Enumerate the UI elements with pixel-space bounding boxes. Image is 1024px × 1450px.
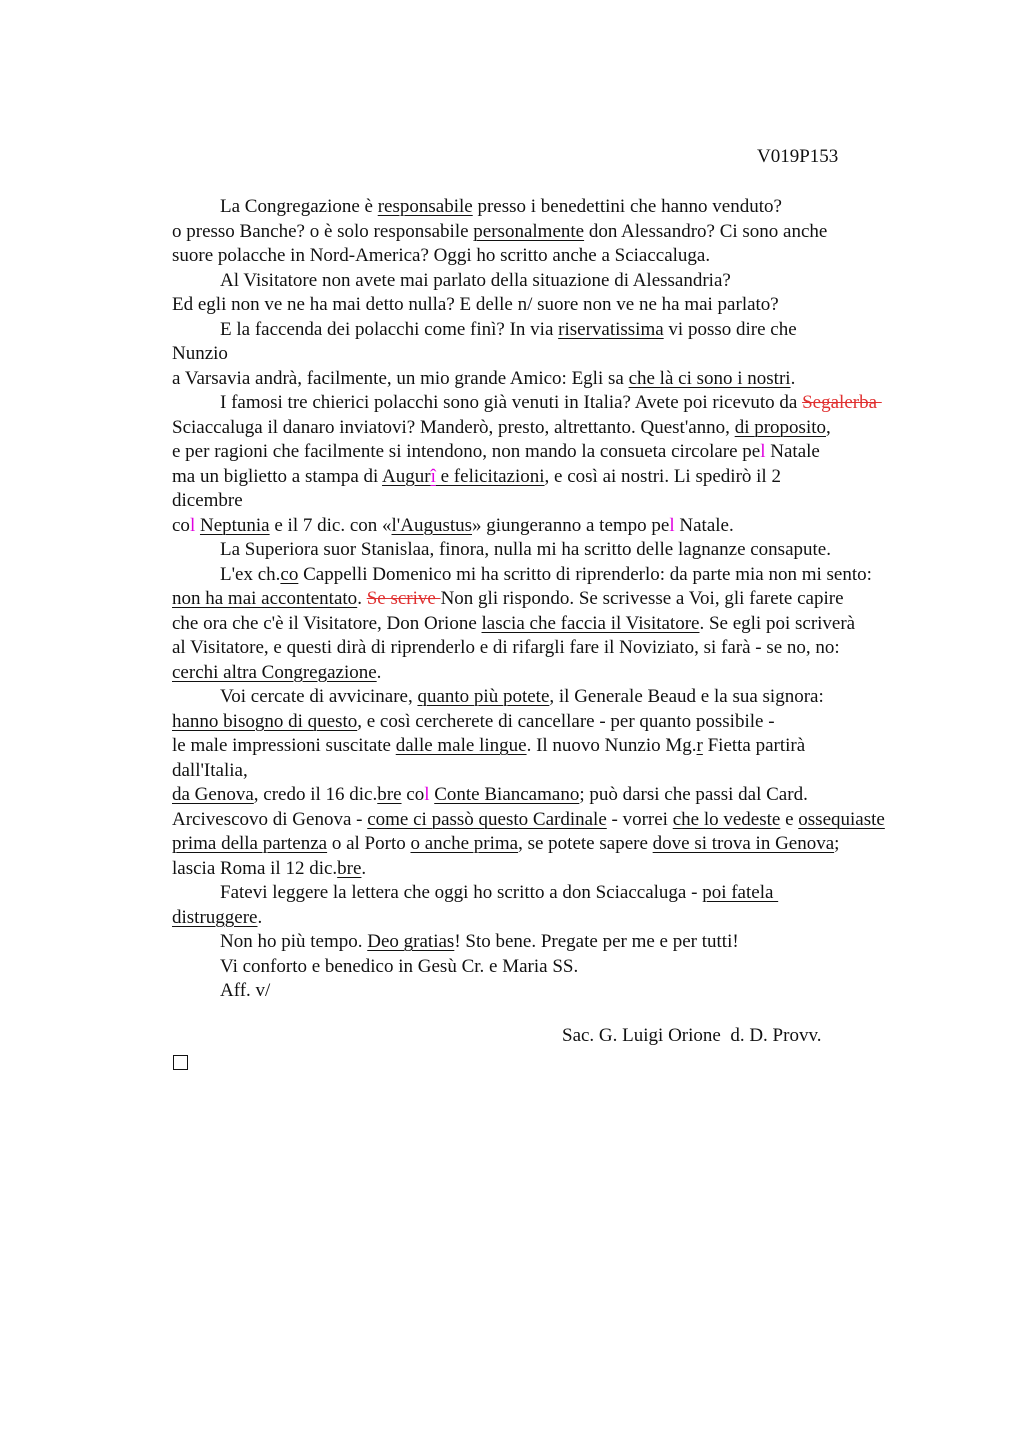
text-segment: Non ho più tempo. [220, 931, 368, 952]
underlined-text: e felicitazioni [435, 465, 545, 487]
letter-line [172, 612, 972, 637]
underlined-text: responsabile [377, 196, 473, 217]
letter-body [172, 195, 972, 1004]
text-segment: e il 7 dic. con « [269, 514, 392, 536]
text-segment: . [361, 857, 367, 879]
letter-line [172, 979, 972, 1004]
text-segment: . [790, 367, 796, 389]
underlined-text: ossequiaste [798, 808, 885, 830]
struck-text: Se scrive [366, 588, 441, 609]
text-segment: l [760, 441, 766, 462]
text-segment: don Alessandro? Ci sono anche [584, 220, 828, 242]
underlined-text: co [280, 563, 299, 585]
underlined-text: di proposito [734, 416, 826, 438]
text-segment: , e così ai nostri. Li spedirò il 2 [544, 465, 781, 487]
text-segment: Sciaccaluga il danaro inviatovi? Manderò, presto, altrettanto. Quest'anno, [172, 416, 735, 438]
text-segment: ! Sto bene. Pregate per me e per tutti! [454, 931, 739, 952]
letter-line [172, 881, 972, 906]
text-segment: co [401, 784, 425, 805]
underlined-text: da Genova [172, 784, 254, 805]
text-segment: che ora che c'è il Visitatore, Don Orione [172, 612, 482, 634]
underlined-text: lascia che faccia il Visitatore [481, 612, 700, 634]
letter-line [172, 489, 972, 514]
underlined-text: r [696, 735, 703, 756]
text-segment: Cappelli Domenico mi ha scritto di riprenderlo: da parte mia non mi sento: [298, 563, 872, 585]
reference-code: V019P153 [757, 146, 839, 167]
underlined-text: personalmente [473, 220, 585, 242]
underlined-text: non ha mai accontentato [172, 588, 358, 609]
letter-line [172, 832, 972, 857]
text-segment: La Superiora suor Stanislaa, finora, nulla mi ha scritto delle lagnanze consapute. [220, 539, 831, 560]
letter-line [172, 930, 972, 955]
text-segment: Vi conforto e benedico in Gesù Cr. e Maria SS. [220, 955, 579, 977]
text-segment: dicembre [172, 490, 243, 511]
letter-line [172, 465, 972, 490]
letter-line [172, 955, 972, 980]
text-segment: o al Porto [327, 833, 411, 854]
text-segment: . Il nuovo Nunzio Mg. [526, 735, 697, 756]
text-segment: o presso Banche? o è solo responsabile [172, 220, 474, 242]
signature: Sac. G. Luigi Orione d. D. Provv. [562, 1025, 822, 1046]
letter-line [172, 416, 972, 441]
underlined-text: dalle male lingue [395, 735, 527, 756]
text-segment: ; può darsi che passi dal Card. [579, 784, 808, 805]
underlined-text: poi fatela [702, 882, 779, 903]
letter-line [172, 342, 972, 367]
text-segment: . [376, 661, 382, 683]
letter-line [172, 759, 972, 784]
underlined-text: hanno bisogno di questo [172, 710, 358, 732]
underlined-text: quanto più potete [417, 686, 550, 707]
text-segment: Non gli rispondo. Se scrivesse a Voi, gli farete capire [440, 588, 844, 609]
letter-line [172, 244, 972, 269]
letter-line [172, 808, 972, 833]
text-segment: suore polacche in Nord-America? Oggi ho scritto anche a Sciaccaluga. [172, 245, 711, 266]
underlined-text: Neptunia [199, 514, 270, 536]
text-segment: Nunzio [172, 343, 228, 364]
text-segment: Fatevi leggere la lettera che oggi ho scritto a don Sciaccaluga - [220, 882, 703, 903]
text-segment: l [189, 514, 196, 536]
text-segment: dall'Italia, [172, 759, 248, 781]
text-segment: ; [834, 833, 840, 854]
letter-line [172, 857, 972, 882]
underlined-text: distruggere [172, 906, 258, 928]
text-segment: Fietta partirà [702, 735, 806, 756]
text-segment: Natale. [674, 514, 734, 536]
letter-line [172, 269, 972, 294]
text-segment: . [357, 588, 367, 609]
letter-line [172, 636, 972, 661]
letter-line [172, 783, 972, 808]
letter-line [172, 220, 972, 245]
letter-line [172, 563, 972, 588]
text-segment: e per ragioni che facilmente si intendono, non mando la consueta circolare pe [172, 441, 761, 462]
letter-line [172, 293, 972, 318]
underlined-text: prima della partenza [172, 833, 328, 854]
text-segment: Voi cercate di avvicinare, [220, 686, 418, 707]
text-segment: , [826, 416, 831, 438]
underlined-text: riservatissima [558, 318, 664, 340]
underlined-text: dove si trova in Genova [652, 833, 835, 854]
text-segment: , e così cercherete di cancellare - per quanto possibile - [357, 710, 775, 732]
text-segment: , il Generale Beaud e la sua signora: [549, 686, 824, 707]
checkbox-icon [173, 1055, 188, 1070]
letter-line [172, 710, 972, 735]
letter-line [172, 685, 972, 710]
underlined-text: o anche prima [410, 833, 519, 854]
underlined-text: che lo vedeste [672, 808, 781, 830]
text-segment: presso i benedettini che hanno venduto? [472, 196, 782, 217]
text-segment: - vorrei [606, 808, 673, 830]
letter-line [172, 538, 972, 563]
letter-line [172, 514, 972, 539]
letter-line [172, 391, 972, 416]
letter-line [172, 906, 972, 931]
underlined-text: Conte Biancamano [434, 784, 580, 805]
text-segment: L'ex ch. [220, 563, 281, 585]
text-segment: l [669, 514, 675, 536]
letter-line [172, 734, 972, 759]
text-segment: al Visitatore, e questi dirà di riprenderlo e di rifargli fare il Noviziato, si farà - se no, no: [172, 637, 840, 658]
underlined-text: come ci passò questo Cardinale [367, 808, 607, 830]
text-segment: » giungeranno a tempo pe [472, 514, 670, 536]
text-segment: a Varsavia andrà, facilmente, un mio grande Amico: Egli sa [172, 367, 629, 389]
text-segment: lascia Roma il 12 dic. [172, 857, 338, 879]
underlined-text: î [430, 465, 436, 487]
text-segment: le male impressioni suscitate [172, 735, 396, 756]
underlined-text: cerchi altra Congregazione [172, 661, 377, 683]
letter-line [172, 318, 972, 343]
text-segment: vi posso dire che [663, 318, 797, 340]
text-segment: . Se egli poi scriverà [699, 612, 856, 634]
text-segment: Aff. v/ [220, 980, 271, 1001]
underlined-text: Deo gratias [367, 931, 455, 952]
text-segment: I famosi tre chierici polacchi sono già venuti in Italia? Avete poi ricevuto da [220, 392, 803, 413]
underlined-text: Augur [382, 465, 431, 487]
underlined-text: bre [377, 784, 402, 805]
text-segment: Natale [765, 441, 820, 462]
letter-line [172, 661, 972, 686]
text-segment: co [172, 514, 190, 536]
text-segment: Arcivescovo di Genova - [172, 808, 368, 830]
text-segment: , credo il 16 dic. [253, 784, 378, 805]
text-segment: . [257, 906, 263, 928]
text-segment: Al Visitatore non avete mai parlato della situazione di Alessandria? [220, 269, 731, 291]
text-segment: ma un biglietto a stampa di [172, 465, 383, 487]
underlined-text: l'Augustus [391, 514, 473, 536]
letter-line [172, 195, 972, 220]
letter-line [172, 587, 972, 612]
underlined-text: bre [337, 857, 362, 879]
text-segment: Ed egli non ve ne ha mai detto nulla? E delle n/ suore non ve ne ha mai parlato? [172, 294, 779, 315]
text-segment: E la faccenda dei polacchi come finì? In via [220, 318, 559, 340]
text-segment: La Congregazione è [220, 196, 378, 217]
text-segment: , se potete sapere [518, 833, 653, 854]
letter-line [172, 367, 972, 392]
struck-text: Segalerba [802, 392, 882, 413]
letter-line [172, 440, 972, 465]
text-segment: l [424, 784, 430, 805]
text-segment: e [780, 808, 799, 830]
underlined-text: che là ci sono i nostri [628, 367, 791, 389]
